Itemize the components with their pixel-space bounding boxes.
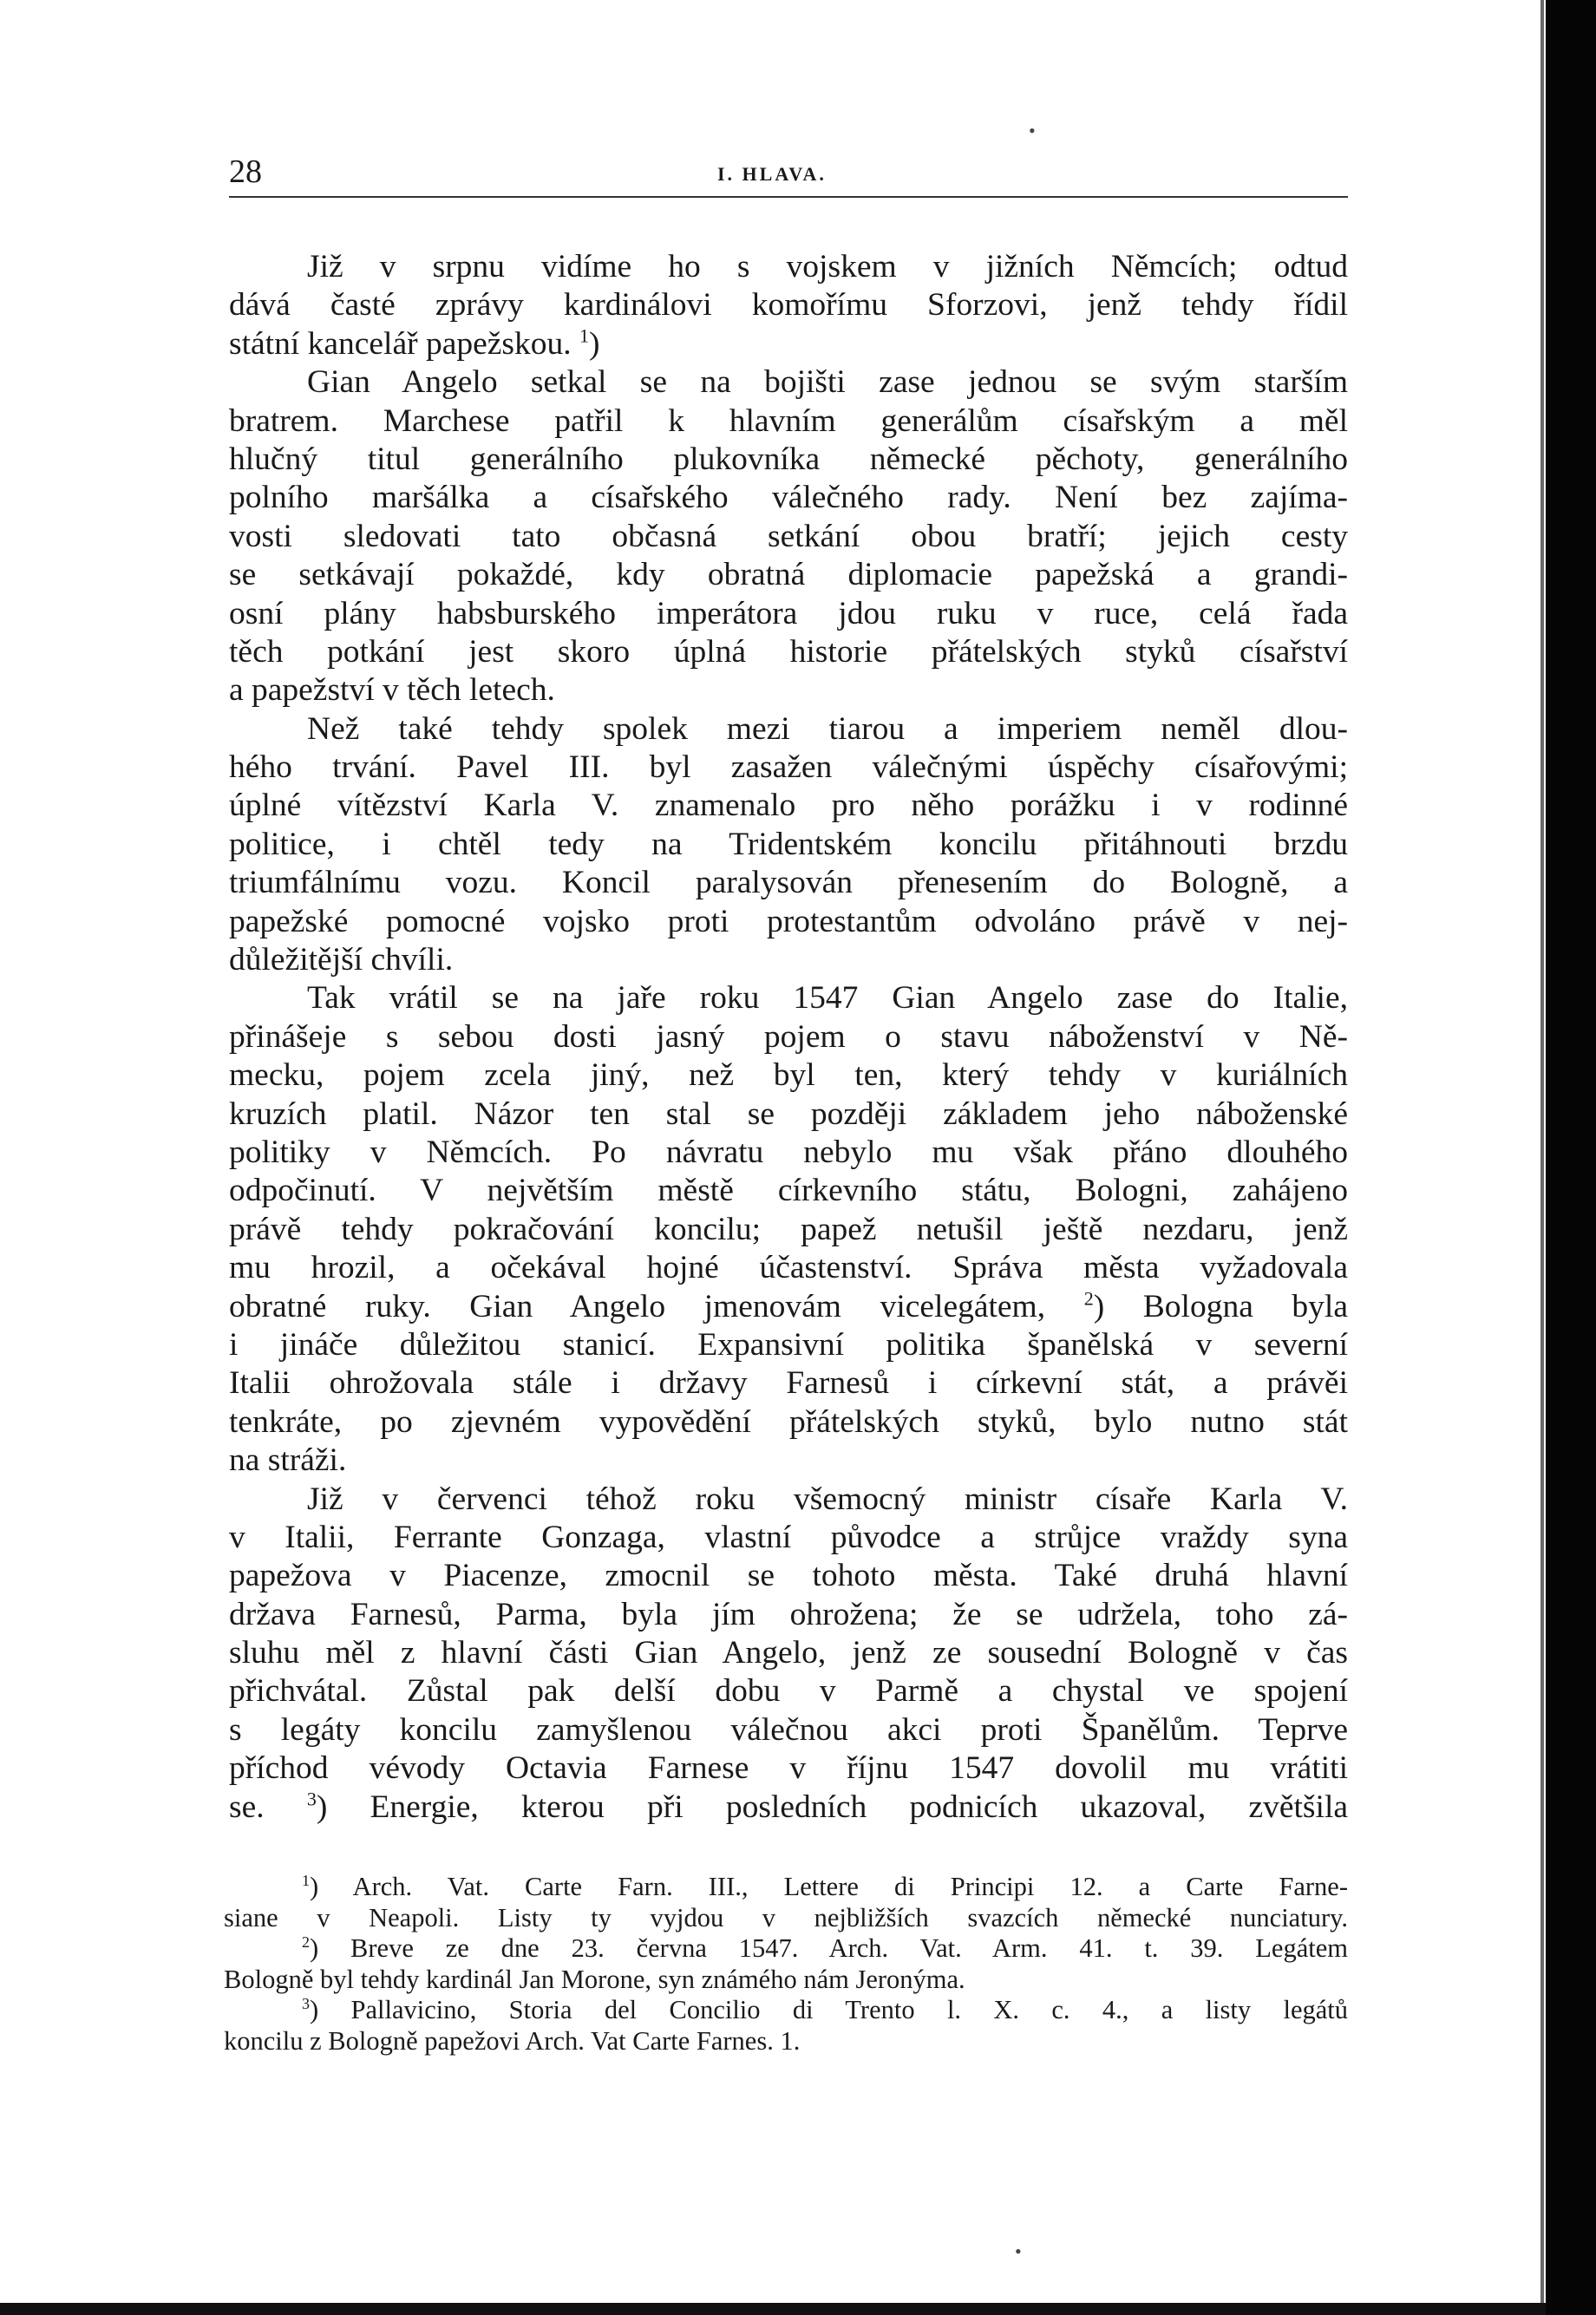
text-line: [229, 1288, 1348, 1326]
text-line: s legáty koncilu zamyšlenou válečnou akci proti Španělům. Teprve: [229, 1711, 1348, 1748]
page-header: [229, 153, 1348, 198]
footnote-line: siane v Neapoli. Listy ty vyjdou v nejbližších svazcích německé nunciatury.: [224, 1902, 1348, 1932]
text-line: Než také tehdy spolek mezi tiarou a imperiem neměl dlou-: [307, 710, 1348, 747]
footnote-line: koncilu z Bologně papežovi Arch. Vat Carte Farnes. 1.: [224, 2025, 801, 2056]
footnote-line: [224, 1872, 1348, 1903]
footnote-line: [224, 1933, 1348, 1965]
text-line: důležitější chvíli.: [229, 942, 454, 978]
text-line: politice, i chtěl tedy na Tridentském koncilu přitáhnouti brzdu: [229, 826, 1348, 862]
footnote-line-text: ) Arch. Vat. Carte Farn. III., Lettere di Principi 12. a Carte Farne-: [310, 1872, 1348, 1901]
text-line: papežské pomocné vojsko proti protestantům odvoláno právě v nej-: [229, 903, 1348, 939]
scan-dust-dot: •: [1029, 120, 1036, 141]
main-text: [229, 248, 1348, 1827]
text-line: bratrem. Marchese patřil k hlavním generálům císařským a měl: [229, 402, 1348, 439]
text-line: papežova v Piacenze, zmocnil se tohoto města. Také druhá hlavní: [229, 1558, 1348, 1594]
text-line: a papežství v těch letech.: [229, 672, 555, 709]
scan-page-edge-right: [1546, 0, 1596, 2315]
footnote-line: Bologně byl tehdy kardinál Jan Morone, syn známého nám Jeronýma.: [224, 1964, 965, 1994]
text-line-text-after: ) Bologna byla: [1093, 1288, 1348, 1324]
text-line: úplné vítězství Karla V. znamenalo pro něho porážku i v rodinné: [229, 788, 1348, 824]
text-line-text-after: ): [589, 325, 600, 362]
text-line-text: státní kancelář papežskou.: [229, 325, 572, 362]
text-line: hlučný titul generálního plukovníka německé pěchoty, generálního: [229, 441, 1348, 477]
text-line: osní plány habsburského imperátora jdou ruku v ruce, celá řada: [229, 595, 1348, 631]
text-line: mu hrozil, a očekával hojné účastenství. Správa města vyžadovala: [229, 1250, 1348, 1286]
text-line: Již v srpnu vidíme ho s vojskem v jižních Němcích; odtud: [307, 249, 1348, 284]
text-line: těch potkání jest skoro úplná historie přátelských styků císařství: [229, 633, 1348, 670]
text-line: triumfálnímu vozu. Koncil paralysován přenesením do Bologně, a: [229, 865, 1348, 901]
text-line: v Italii, Ferrante Gonzaga, vlastní původce a strůjce vraždy syna: [229, 1519, 1348, 1555]
footnote-ref: 3: [306, 1788, 317, 1810]
text-line: i jináče důležitou stanicí. Expansivní politika španělská v severní: [229, 1326, 1348, 1363]
text-line: politiky v Němcích. Po návratu nebylo mu však přáno dlouhého: [229, 1134, 1348, 1170]
text-line: [229, 1789, 1348, 1827]
text-line: přichvátal. Zůstal pak delší dobu v Parmě a chystal ve spojení: [229, 1673, 1348, 1710]
text-line: přinášeje s sebou dosti jasný pojem o stavu náboženství v Ně-: [229, 1018, 1348, 1055]
scan-dust-dot: •: [1015, 2240, 1022, 2262]
text-line: právě tehdy pokračování koncilu; papež netušil ještě nezdaru, jenž: [229, 1211, 1348, 1247]
footnote-line-text: ) Breve ze dne 23. června 1547. Arch. Vat. Arm. 41. t. 39. Legátem: [310, 1933, 1348, 1963]
text-line: kruzích platil. Názor ten stal se později základem jeho náboženské: [229, 1095, 1348, 1132]
text-line-text: se.: [229, 1789, 265, 1825]
text-line: polního maršálka a císařského válečného rady. Není bez zajíma-: [229, 480, 1348, 516]
text-line: sluhu měl z hlavní části Gian Angelo, jenž ze sousední Bologně v čas: [229, 1635, 1348, 1671]
text-line: Tak vrátil se na jaře roku 1547 Gian Angelo zase do Italie,: [307, 980, 1348, 1017]
footnote-mark: 3: [302, 1995, 310, 2012]
text-line-text: obratné ruky. Gian Angelo jmenovám vicelegátem,: [229, 1288, 1046, 1324]
text-line: Italii ohrožovala stále i državy Farnesů i církevní stát, a právěi: [229, 1365, 1348, 1402]
text-line: vosti sledovati tato občasná setkání obou bratří; jejich cesty: [229, 518, 1348, 554]
text-line-text-after: ) Energie, kterou při posledních podnicích ukazoval, zvětšila: [316, 1789, 1348, 1825]
footnote-ref: 1: [579, 324, 590, 347]
text-line: država Farnesů, Parma, byla jím ohrožena; že se udržela, toho zá-: [229, 1596, 1348, 1632]
page-number: 28: [229, 154, 262, 190]
footnote-line-text: ) Pallavicino, Storia del Concilio di Trento l. X. c. 4., a listy legátů: [310, 1995, 1348, 2024]
scan-page-edge-bottom: [0, 2303, 1546, 2315]
footnote-line: [224, 1995, 1348, 2026]
text-line: mecku, pojem zcela jiný, než byl ten, který tehdy v kuriálních: [229, 1057, 1348, 1094]
text-line: příchod vévody Octavia Farnese v říjnu 1547 dovolil mu vrátiti: [229, 1750, 1348, 1787]
footnote-ref: 2: [1083, 1287, 1094, 1310]
text-line: [229, 325, 1348, 363]
running-head: I. HLAVA.: [717, 163, 827, 185]
footnote-mark: 1: [302, 1872, 310, 1889]
text-line: se setkávají pokaždé, kdy obratná diplomacie papežská a grandi-: [229, 557, 1348, 593]
text-line: Gian Angelo setkal se na bojišti zase jednou se svým starším: [307, 364, 1348, 401]
text-line: hého trvání. Pavel III. byl zasažen válečnými úspěchy císařovými;: [229, 749, 1348, 786]
footnote-mark: 2: [302, 1933, 310, 1951]
text-line: odpočinutí. V největším městě církevního státu, Bologni, zahájeno: [229, 1173, 1348, 1209]
text-line: tenkráte, po zjevném vypovědění přátelských styků, bylo nutno stát: [229, 1403, 1348, 1440]
footnotes: [224, 1872, 1348, 2057]
text-line: Již v červenci téhož roku všemocný ministr císaře Karla V.: [307, 1481, 1348, 1517]
text-line: na stráži.: [229, 1442, 347, 1479]
text-line: dává časté zprávy kardinálovi komořímu Sforzovi, jenž tehdy řídil: [229, 287, 1348, 324]
